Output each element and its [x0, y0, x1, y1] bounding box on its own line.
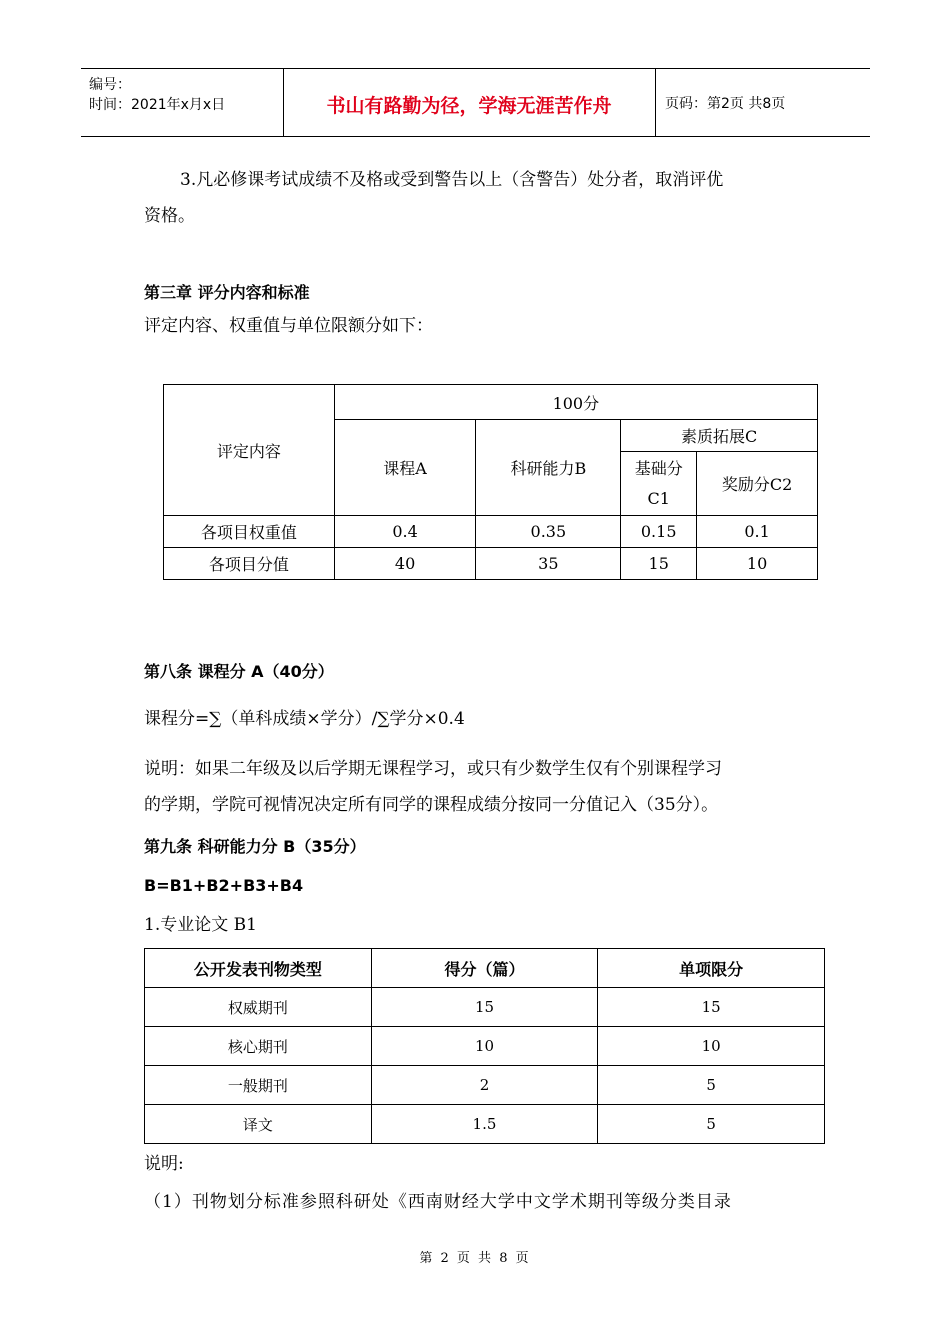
- table-row: [164, 516, 818, 548]
- header-page-info: 页码：第2页 共8页: [665, 96, 786, 112]
- weight-table: [163, 384, 818, 580]
- table-cell: 1.5: [371, 1105, 598, 1144]
- table1-total-header: 100分: [334, 385, 817, 420]
- page-footer: 第 2 页 共 8 页: [419, 1251, 531, 1266]
- table-cell: 0.1: [697, 516, 818, 548]
- table1-weight-label: 各项目权重值: [164, 516, 335, 548]
- table-cell: 15: [598, 988, 825, 1027]
- table-cell: 5: [598, 1105, 825, 1144]
- header-motto: 书山有路勤为径，学海无涯苦作舟: [326, 95, 612, 117]
- table1-basic-code: C1: [647, 488, 670, 508]
- table1-score-label: 各项目分值: [164, 548, 335, 580]
- b1-title: 1.专业论文 B1: [144, 915, 257, 935]
- table-cell: 0.15: [621, 516, 697, 548]
- article9-title: 第九条 科研能力分 B（35分）: [144, 837, 366, 856]
- table1-reward-header: 奖励分C2: [697, 452, 818, 516]
- table-cell: 5: [598, 1066, 825, 1105]
- chapter3-title: 第三章 评分内容和标准: [144, 283, 310, 302]
- table-cell: 40: [334, 548, 476, 580]
- table1-research-header: 科研能力B: [476, 420, 621, 516]
- table2-header-limit: 单项限分: [598, 949, 825, 988]
- article8-note-line1: 说明：如果二年级及以后学期无课程学习，或只有少数学生仅有个别课程学习: [144, 759, 722, 779]
- rule3-line2: 资格。: [144, 206, 195, 226]
- note-label: 说明:: [144, 1154, 184, 1174]
- table-cell: 2: [371, 1066, 598, 1105]
- table1-quality-header: 素质拓展C: [621, 420, 818, 452]
- table-row: [145, 1066, 825, 1105]
- table-cell: 15: [621, 548, 697, 580]
- table-cell: 35: [476, 548, 621, 580]
- doc-time-label: 时间：2021年x月x日: [89, 97, 226, 113]
- table-cell: 0.4: [334, 516, 476, 548]
- table-cell: 权威期刊: [145, 988, 372, 1027]
- article9-formula: B=B1+B2+B3+B4: [144, 876, 304, 895]
- table-header-row: [145, 949, 825, 988]
- article8-formula: 课程分=∑（单科成绩×学分）/∑学分×0.4: [144, 709, 465, 729]
- table-cell: 0.35: [476, 516, 621, 548]
- table2-header-score: 得分（篇）: [371, 949, 598, 988]
- page-header: [81, 68, 870, 137]
- table-row: [164, 548, 818, 580]
- table-cell: 10: [697, 548, 818, 580]
- table-cell: 10: [371, 1027, 598, 1066]
- table-row: [145, 988, 825, 1027]
- table-cell: 10: [598, 1027, 825, 1066]
- table-cell: 一般期刊: [145, 1066, 372, 1105]
- table-cell: 译文: [145, 1105, 372, 1144]
- note1: （1）刊物划分标准参照科研处《西南财经大学中文学术期刊等级分类目录: [144, 1192, 732, 1212]
- table-row: [145, 1027, 825, 1066]
- table1-content-header: 评定内容: [164, 385, 335, 516]
- table1-basic-header: [621, 452, 697, 516]
- publication-table: [144, 948, 825, 1144]
- table-cell: 核心期刊: [145, 1027, 372, 1066]
- table-cell: 15: [371, 988, 598, 1027]
- header-divider: [655, 69, 656, 136]
- table-row: [145, 1105, 825, 1144]
- chapter3-intro: 评定内容、权重值与单位限额分如下：: [144, 316, 433, 336]
- article8-title: 第八条 课程分 A（40分）: [144, 662, 334, 681]
- doc-number-label: 编号：: [89, 77, 131, 93]
- header-meta: [89, 75, 225, 115]
- table2-header-type: 公开发表刊物类型: [145, 949, 372, 988]
- table1-course-header: 课程A: [334, 420, 476, 516]
- article8-note-line2: 的学期，学院可视情况决定所有同学的课程成绩分按同一分值记入（35分）。: [144, 795, 719, 815]
- rule3-line1: 3.凡必修课考试成绩不及格或受到警告以上（含警告）处分者，取消评优: [180, 170, 724, 190]
- table1-basic-label: 基础分: [634, 458, 683, 478]
